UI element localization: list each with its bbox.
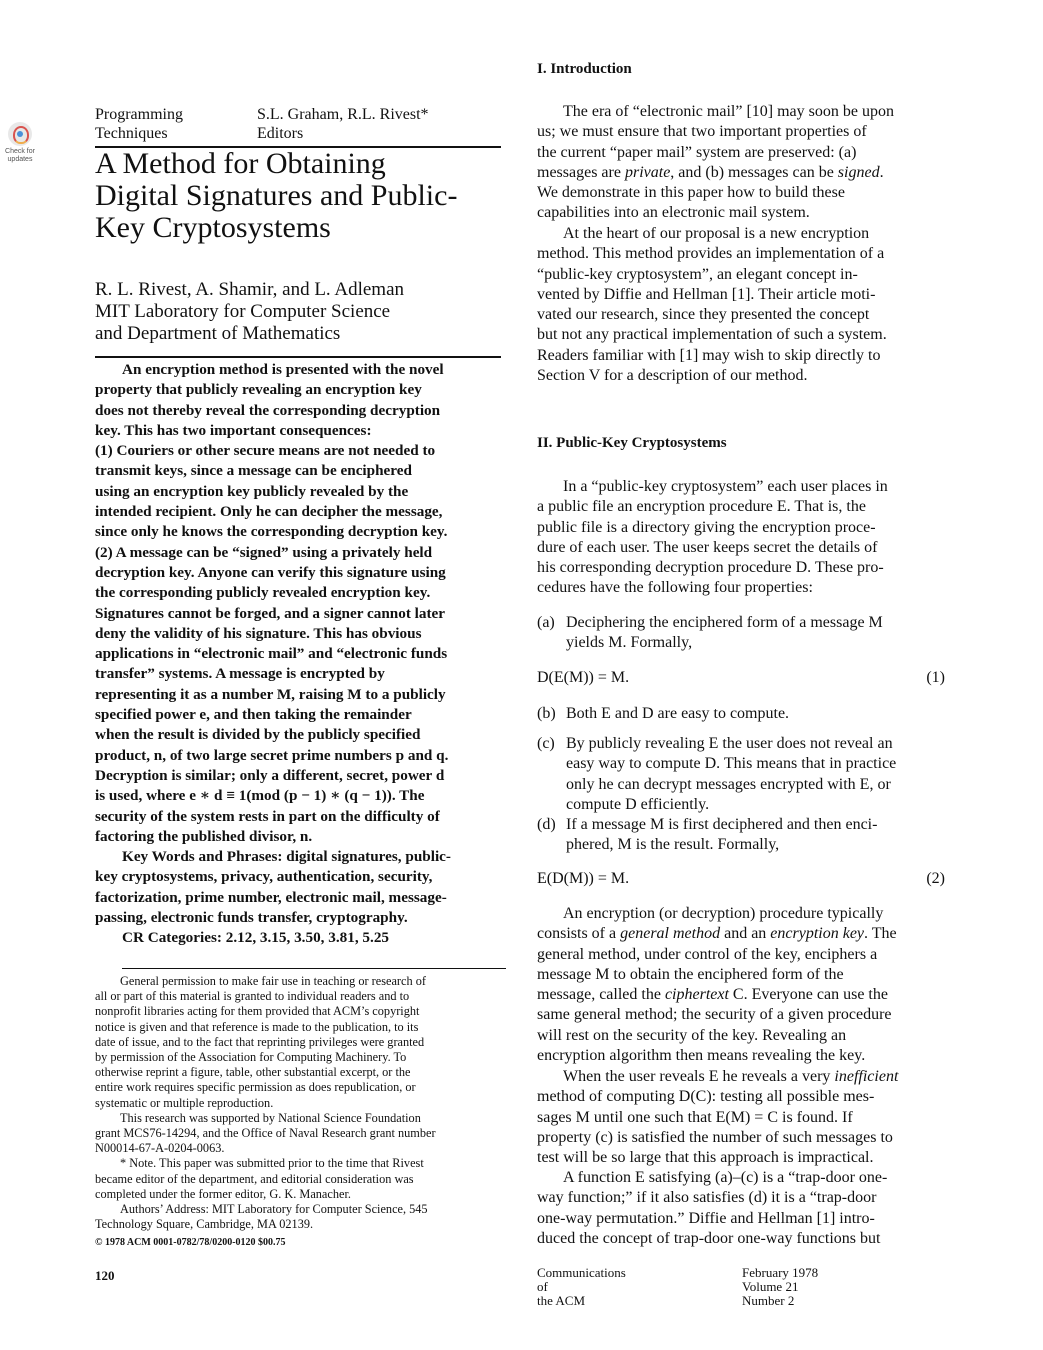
- editor-note: * Note. This paper was submitted prior to the time that Rivest: [120, 1156, 424, 1171]
- section-heading-public-key: II. Public-Key Cryptosystems: [537, 435, 727, 451]
- equation-1: D(E(M)) = M. (1): [537, 669, 945, 686]
- property-b: (b) Both E and D are easy to compute.: [537, 705, 790, 722]
- cr-categories: CR Categories: 2.12, 3.15, 3.50, 3.81, 5.25: [122, 929, 390, 947]
- keywords: Key Words and Phrases: digital signatures, public-: [122, 848, 451, 866]
- editors-label: S.L. Graham, R.L. Rivest* Editors: [257, 106, 429, 142]
- page-number: 120: [95, 1268, 115, 1283]
- property-c: (c) By publicly revealing E the user does not reveal an easy way to compute D. This means that in practice only he can decrypt messages encrypted with E, or compute D efficiently.: [537, 735, 897, 813]
- equation-2: E(D(M)) = M. (2): [537, 870, 945, 887]
- paper-title: A Method for Obtaining Digital Signatures and Public- Key Cryptosystems: [95, 147, 458, 244]
- intro-paragraph-2: At the heart of our proposal is a new encryption method. This method provides an implementation of a “public-key cryptosystem”, an elegant concept in- vented by Diffie and Hellman [1]. Their article moti- vated our research, since they presented the concept but not any practical implementation of such a system. Readers familiar with [1] may wish to skip directly to Section V for a description of our method.: [537, 225, 887, 385]
- footnote-rule: [122, 968, 506, 969]
- equation-number: (1): [926, 669, 945, 686]
- section2-paragraph-2: An encryption (or decryption) procedure typically consists of a general method and an encryption key. The general method, under control of the key, enciphers a message M to obtain the enciphered form of the message, called the ciphertext C. Everyone can use the same general method; the security of a given procedure will rest on the security of the key. Revealing an encryption algorithm then means revealing the key.: [537, 905, 897, 1065]
- check-for-updates-badge[interactable]: [2, 122, 38, 164]
- footnotes: General permission to make fair use in teaching or research of all or part of this material is granted to individual readers and to nonprofit libraries acting for them provided that ACM’s copyright notice is given and that reference is made to the publication, to its date of issue, and to the fact that reprinting privileges were granted by permission of the Association for Computing Machinery. To otherwise reprint a figure, table, other substantial excerpt, or the entire work requires specific permission as does republication, or systematic or multiple reproduction. This research was supported by National Science Foundation grant MCS76-14294, and the Office of Naval Research grant number N00014-67-A-0204-0063. * Note. This paper was submitted prior to the time that Rivest became editor of the department, and editorial consideration was completed under the former editor, G. K. Manacher. Authors’ Address: MIT Laboratory for Computer Science, 545 Technology Square, Cambridge, MA 02139.: [95, 974, 507, 1232]
- copyright-line: © 1978 ACM 0001-0782/78/0200-0120 $00.75: [95, 1237, 286, 1248]
- property-a: (a) Deciphering the enciphered form of a message M yields M. Formally,: [537, 614, 883, 652]
- check-updates-label: Check for updates: [5, 148, 35, 163]
- intro-paragraph-1: The era of “electronic mail” [10] may soon be upon us; we must ensure that two important properties of the current “paper mail” system are preserved: (a) messages are private, and (b) messages can be signed. We demonstrate in this paper how to build these capabilities into an electronic mail system.: [537, 103, 894, 222]
- abstract: An encryption method is presented with the novel property that publicly revealing an encryption key does not thereby reveal the corresponding decryption key. This has two important consequences: (1) Couriers or other secure means are not needed to transmit keys, since a message can be enciphered using an encryption key publicly revealed by the intended recipient. Only he can decipher the message, since only he knows the corresponding decryption key. (2) A message can be “signed” using a privately held decryption key. Anyone can verify this signature using the corresponding publicly revealed encryption key. Signatures cannot be forged, and a signer cannot later deny the validity of his signature. This has obvious applications in “electronic mail” and “electronic funds transfer” systems. A message is encrypted by representing it as a number M, raising M to a publicly specified power e, and then taking the remainder when the result is divided by the publicly specified product, n, of two large secret prime numbers p and q. Decryption is similar; only a different, secret, power d is used, where e ∗ d ≡ 1(mod (p − 1) ∗ (q − 1)). The security of the system rests in part on the difficulty of factoring the published divisor, n. Key Words and Phrases: digital signatures, public- key cryptosystems, privacy, authentication, security, factorization, prime number, electronic mail, message- passing, electronic funds transfer, cryptography. CR Categories: 2.12, 3.15, 3.50, 3.81, 5.25: [95, 360, 505, 949]
- funding-note: This research was supported by National Science Foundation: [120, 1110, 421, 1125]
- journal-name: Communications of the ACM: [537, 1265, 626, 1308]
- check-updates-icon: [8, 122, 32, 146]
- authors-block: R. L. Rivest, A. Shamir, and L. Adleman MIT Laboratory for Computer Science and Department of Mathematics: [95, 279, 405, 344]
- authors-address: Authors’ Address: MIT Laboratory for Computer Science, 545: [120, 1202, 428, 1217]
- department-label: Programming Techniques: [95, 106, 183, 142]
- section2-paragraph-1: In a “public-key cryptosystem” each user places in a public file an encryption procedure E. That is, the public file is a directory giving the encryption proce- dure of each user. The user keeps secret the details of his corresponding decryption procedure D. These pro- cedures have the following four properties:: [537, 478, 888, 597]
- equation-number: (2): [926, 870, 945, 887]
- section2-paragraph-4: A function E satisfying (a)–(c) is a “trap-door one- way function;” if it also satisfies (d) it is a “trap-door one-way permutation.” Diffie and Hellman [1] intro- duced the concept of trap-door one-way functions but: [537, 1169, 888, 1247]
- property-d: (d) If a message M is first deciphered and then enci- phered, M is the result. Formally,: [537, 816, 878, 854]
- abstract-rule: [95, 356, 501, 358]
- issue-info: February 1978 Volume 21 Number 2: [742, 1265, 819, 1308]
- section2-paragraph-3: When the user reveals E he reveals a very inefficient method of computing D(C): testing all possible mes- sages M until one such that E(M) = C is found. If property (c) is satisfied the number of such messages to test will be so large that this approach is impractical.: [537, 1068, 899, 1167]
- section-heading-introduction: I. Introduction: [537, 61, 632, 77]
